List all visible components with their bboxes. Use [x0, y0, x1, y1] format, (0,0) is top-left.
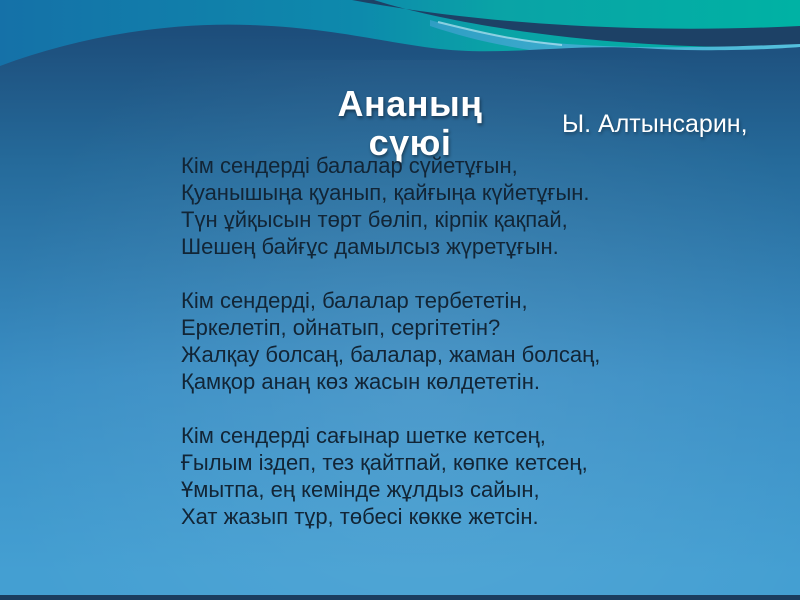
poem-line: Түн ұйқысын төрт бөліп, кірпік қақпай,: [181, 207, 568, 232]
poem-line: Еркелетіп, ойнатып, сергітетін?: [181, 315, 501, 340]
slide-title: [250, 84, 570, 162]
slide-title-line1: Ананың: [337, 83, 483, 124]
poem-line: Кім сендерді сағынар шетке кетсең,: [181, 423, 546, 448]
poem-line: Жалқау болсаң, балалар, жаман болсаң,: [181, 342, 601, 367]
poem-line: Қамқор анаң көз жасын көлдететін.: [181, 369, 540, 394]
poem-line: Кім сендерді балалар сүйетұғын,: [181, 153, 518, 178]
poem-stanza-2: [181, 287, 741, 395]
poem-stanza-1: [181, 152, 741, 260]
poem-line: Қуанышыңа қуанып, қайғыңа күйетұғын.: [181, 180, 590, 205]
author-name: Ы. Алтынсарин,: [562, 110, 748, 138]
bottom-edge-bar: [0, 595, 800, 600]
poem-line: Ұмытпа, ең кемінде жұлдыз сайын,: [181, 477, 540, 502]
poem-stanza-3: [181, 422, 741, 530]
poem-line: Шешең байғұс дамылсыз жүретұғын.: [181, 234, 559, 259]
poem-line: Кім сендерді, балалар тербететін,: [181, 288, 528, 313]
poem-text: [181, 152, 741, 530]
slide-title-line2: сүюі: [368, 122, 452, 163]
poem-line: Ғылым іздеп, тез қайтпай, көпке кетсең,: [181, 450, 588, 475]
poem-line: Хат жазып тұр, төбесі көкке жетсін.: [181, 504, 539, 529]
